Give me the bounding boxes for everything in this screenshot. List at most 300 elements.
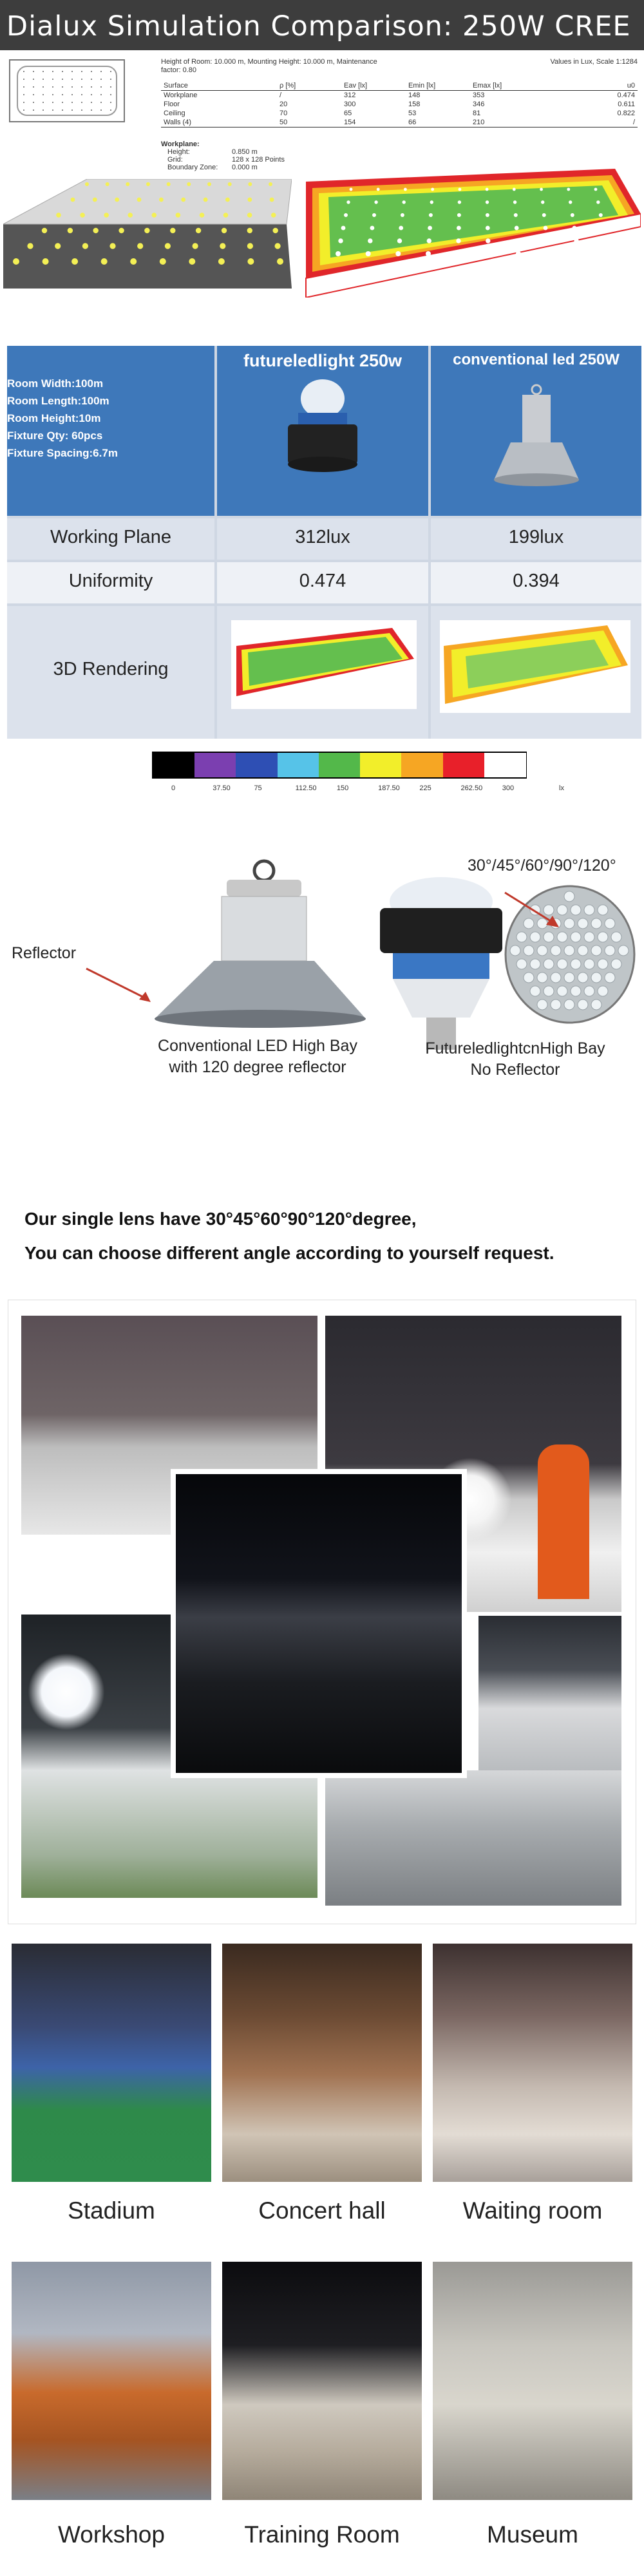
luminaire-dot [370, 226, 375, 231]
lens-cell [571, 986, 581, 996]
uniformity-conventional: 0.394 [513, 571, 560, 591]
table-header-row [161, 81, 638, 91]
luminaire-dot [404, 188, 407, 191]
plan-luminaire-dot [100, 109, 102, 111]
plan-luminaire-dot [71, 102, 73, 103]
luminaire-dot [542, 213, 546, 217]
luminaire-dot [126, 182, 129, 186]
luminaire-dot [540, 188, 543, 191]
lens-cell [584, 905, 594, 915]
luminaire-dot [429, 213, 433, 217]
luminaire-dot [273, 228, 278, 233]
luminaire-dot [513, 200, 516, 204]
legend-tick-label: 37.50 [213, 784, 231, 792]
luminaire-dot [13, 258, 19, 265]
row-label-uniformity: Uniformity [68, 571, 153, 591]
legend-tick-label: 112.50 [295, 784, 317, 792]
legend-tick-label: 75 [254, 784, 262, 792]
table-header: ρ [%] [279, 82, 296, 90]
bulb-neck [393, 979, 489, 1018]
table-cell: 158 [408, 100, 421, 108]
lens-cell [618, 945, 629, 956]
plan-luminaire-dot [33, 94, 34, 95]
rendering-floor-front [3, 224, 292, 289]
bulb-band [298, 413, 347, 424]
table-cell: 300 [344, 100, 356, 108]
luminaire-dot [336, 251, 341, 256]
plan-luminaire-dot [81, 109, 82, 111]
luminaire-dot [486, 251, 491, 256]
lens-cell [605, 945, 615, 956]
row-rendering-label-cell [7, 606, 214, 739]
luminaire-dot [546, 251, 551, 256]
luminaire-dot [402, 200, 406, 204]
lens-cell [598, 932, 608, 942]
luminaire-dot [146, 182, 150, 186]
luminaire-dot [372, 213, 376, 217]
plan-luminaire-dot [23, 94, 24, 95]
luminaire-dot [128, 213, 133, 218]
table-row [161, 109, 638, 118]
plan-luminaire-dot [81, 86, 82, 88]
table-cell: 53 [408, 109, 417, 117]
luminaire-dot [486, 200, 489, 204]
plan-luminaire-dot [81, 94, 82, 95]
plan-luminaire-dot [52, 102, 53, 103]
beam-angles-label: 30°/45°/60°/90°/120° [468, 857, 616, 875]
lens-cell [510, 945, 520, 956]
plan-luminaire-dot [33, 109, 34, 111]
plan-luminaire-dot [43, 109, 44, 111]
luminaire-dot [93, 228, 99, 233]
plan-luminaire-dot [62, 109, 63, 111]
lens-cell [564, 972, 574, 983]
plan-luminaire-dot [110, 71, 111, 72]
plan-luminaire-dot [81, 102, 82, 103]
table-cell: 0.611 [618, 100, 635, 108]
plan-luminaire-dot [52, 79, 53, 80]
plan-luminaire-dot [81, 71, 82, 72]
plan-luminaire-dot [100, 86, 102, 88]
lens-cell [591, 918, 601, 929]
luminaire-dot [115, 198, 119, 202]
luminaire-dot [601, 226, 605, 231]
table-header: Emax [lx] [473, 82, 502, 90]
row-label-3d-rendering: 3D Rendering [53, 659, 169, 679]
luminaire-dot [218, 258, 225, 265]
luminaire-dot [594, 188, 598, 191]
lens-cell [571, 959, 581, 969]
lens-cell [537, 999, 547, 1010]
table-cell: 0.822 [617, 109, 635, 117]
luminaire-dot [27, 243, 33, 249]
table-cell: 154 [344, 118, 356, 126]
legend-tick-label: 150 [336, 784, 349, 792]
lens-cell [584, 959, 594, 969]
plan-luminaire-dot [100, 94, 102, 95]
luminaire-dot [159, 198, 164, 202]
spec-item: Fixture Qty: 60pcs [7, 430, 103, 442]
plan-luminaire-dot [71, 86, 73, 88]
row-uniformity-v1-cell [217, 562, 428, 603]
arrow-head [546, 916, 559, 927]
plan-luminaire-dot [33, 102, 34, 103]
lens-cell [530, 959, 540, 969]
table-row [161, 100, 638, 109]
page-title: Dialux Simulation Comparison: 250W CREE [6, 10, 631, 43]
plan-luminaire-dot [71, 109, 73, 111]
lens-text-line2: You can choose different angle according to yourself request. [24, 1243, 554, 1263]
app-photo-waiting-room [433, 1944, 632, 2182]
lens-cell [537, 945, 547, 956]
fins [522, 395, 551, 442]
table-cell: Walls (4) [164, 118, 191, 126]
simulation-info [161, 58, 638, 177]
luminaire-dot [247, 258, 254, 265]
luminaire-dot [167, 182, 171, 186]
plan-luminaire-dot [81, 79, 82, 80]
table-header: u0 [627, 82, 635, 90]
lens-cell [591, 972, 601, 983]
table-cell: / [279, 91, 282, 99]
luminaire-dot [603, 238, 608, 243]
plan-luminaire-dot [110, 109, 111, 111]
caption-line: FutureledlightcnHigh Bay [425, 1039, 605, 1057]
legend-tick-label: 187.50 [378, 784, 400, 792]
luminaire-dot [541, 200, 544, 204]
plan-luminaire-dot [23, 86, 24, 88]
plan-luminaire-dot [62, 79, 63, 80]
luminaire-dot [223, 213, 229, 218]
table-cell: 50 [279, 118, 288, 126]
plan-luminaire-dot [62, 71, 63, 72]
workplane-title: Workplane: [161, 140, 200, 148]
plan-luminaire-dot [33, 71, 34, 72]
plan-luminaire-dot [110, 102, 111, 103]
luminaire-dot [269, 182, 272, 186]
room-plan-diagram [9, 59, 125, 122]
luminaire-dot [606, 251, 611, 256]
luminaire-dot [574, 238, 578, 243]
heat-fins [222, 896, 307, 961]
reflector-rim [155, 1010, 366, 1028]
caption-line: No Reflector [470, 1061, 560, 1079]
luminaire-dot [248, 182, 252, 186]
legend-swatch [401, 753, 443, 777]
plan-luminaire-dot [43, 86, 44, 88]
lens-cell [605, 972, 615, 983]
rendering-thumb-futureled [231, 620, 417, 709]
luminaire-dot [486, 226, 490, 231]
plan-luminaire-dot [62, 102, 63, 103]
row-rendering-v1-cell [217, 606, 428, 739]
caption-line: with 120 degree reflector [169, 1058, 346, 1076]
plan-luminaire-dot [62, 94, 63, 95]
luminaire-dot [338, 238, 343, 243]
lens-cell [578, 945, 588, 956]
worker-figure [538, 1444, 589, 1599]
luminaire-dot [247, 198, 252, 202]
luminaire-dot [395, 251, 401, 256]
table-cell: 81 [473, 109, 481, 117]
working-plane-futureled: 312lux [295, 527, 350, 547]
luminaire-grid [23, 71, 113, 112]
futureled-bulb-image [374, 876, 509, 1056]
legend-swatch [443, 753, 485, 777]
luminaire-dot [137, 198, 142, 202]
luminaire-dot [515, 238, 520, 243]
luminaire-dot [277, 258, 283, 265]
plan-luminaire-dot [33, 79, 34, 80]
lens-cell [530, 986, 540, 996]
plan-luminaire-dot [71, 71, 73, 72]
spec-item: Room Width:100m [7, 377, 104, 390]
lens-cell [551, 972, 561, 983]
workplane-info [161, 140, 285, 171]
luminaire-dot [426, 251, 431, 256]
plan-luminaire-dot [91, 109, 92, 111]
luminaire-dot [56, 213, 61, 218]
luminaire-dot [71, 258, 78, 265]
lens-cell [611, 959, 621, 969]
luminaire-dot [596, 200, 600, 204]
plan-luminaire-dot [43, 71, 44, 72]
uniformity-futureled: 0.474 [299, 571, 346, 591]
row-working-plane-v1-cell [217, 518, 428, 560]
app-label-stadium: Stadium [68, 2197, 155, 2224]
table-cell: 0.474 [617, 91, 635, 99]
table-cell: 70 [279, 109, 288, 117]
legend-swatch [278, 753, 319, 777]
caption-conventional [142, 1036, 374, 1078]
lens-cell [557, 986, 567, 996]
luminaire-dot [247, 213, 252, 218]
lens-cell [524, 972, 534, 983]
luminaire-dot [486, 213, 489, 217]
luminaire-dot [101, 258, 108, 265]
luminaire-dot [515, 226, 519, 231]
legend-tick-label: lx [559, 784, 564, 792]
lens-cell [537, 972, 547, 983]
grey-3d-rendering [3, 179, 292, 289]
table-cell: 20 [279, 100, 288, 108]
luminaire-dot [456, 238, 460, 243]
luminaire-dot [43, 258, 49, 265]
luminaire-dot [187, 182, 191, 186]
table-cell: Floor [164, 100, 180, 108]
luminaire-dot [130, 258, 137, 265]
header-bar [0, 0, 644, 50]
table-cell: 210 [473, 118, 485, 126]
luminaire-dot [68, 228, 73, 233]
luminaire-dot [247, 243, 253, 249]
luminaire-dot [344, 213, 348, 217]
plan-luminaire-dot [100, 102, 102, 103]
plan-luminaire-dot [23, 109, 24, 111]
table-header: Surface [164, 82, 188, 90]
lens-cell [584, 932, 594, 942]
plan-luminaire-dot [71, 94, 73, 95]
luminaire-dot [170, 228, 175, 233]
luminaire-dot [430, 200, 433, 204]
lens-cell [591, 999, 601, 1010]
sim-scale: Values in Lux, Scale 1:1284 [550, 58, 638, 66]
plan-luminaire-dot [43, 102, 44, 103]
lens-text-line1: Our single lens have 30°45°60°90°120°degree, [24, 1209, 417, 1229]
luminaire-dot [545, 238, 549, 243]
luminaire-dot [397, 238, 402, 243]
working-plane-conventional: 199lux [508, 527, 564, 547]
luminaire-dot [458, 200, 461, 204]
luminaire-dot [576, 251, 581, 256]
row-uniformity-v2-cell [431, 562, 641, 603]
luminaire-dot [271, 213, 276, 218]
plan-luminaire-dot [62, 86, 63, 88]
luminaire-dot [486, 238, 490, 243]
luminaire-dot [55, 243, 61, 249]
legend-tick-label: 262.50 [460, 784, 483, 792]
lens-cell [578, 972, 588, 983]
lens-cell [578, 999, 588, 1010]
table-row [161, 91, 638, 100]
plan-luminaire-dot [100, 71, 102, 72]
lens-cell [571, 905, 581, 915]
lens-cell [544, 986, 554, 996]
luminaire-dot [220, 243, 225, 249]
lens-cell [571, 932, 581, 942]
luminaire-dot [189, 258, 195, 265]
luminaire-dot [350, 188, 353, 191]
product-cell-futureled [217, 346, 428, 516]
app-label-concert-hall: Concert hall [258, 2197, 386, 2224]
arrow-line [86, 969, 146, 998]
legend-swatch [319, 753, 361, 777]
table-cell: 346 [473, 100, 485, 108]
luminaire-dot [573, 226, 577, 231]
luminaire-dot [401, 213, 404, 217]
lens-cell [598, 959, 608, 969]
surface-table [161, 81, 638, 128]
rendering-thumb-conventional [440, 620, 630, 713]
lens-cell [516, 959, 527, 969]
luminaire-dot [567, 188, 570, 191]
plan-luminaire-dot [71, 79, 73, 80]
table-header: Eav [lx] [344, 82, 368, 90]
luminaire-dot [457, 226, 461, 231]
luminaire-dot [456, 251, 461, 256]
plan-luminaire-dot [52, 86, 53, 88]
luminaire-dot [109, 243, 115, 249]
app-photo-stadium [12, 1944, 211, 2182]
lens-cell [564, 945, 574, 956]
luminaire-dot [399, 226, 403, 231]
table-row [161, 118, 638, 128]
specs-cell [7, 346, 214, 516]
row-uniformity-label-cell [7, 562, 214, 603]
luminaire-dot [106, 182, 109, 186]
plan-luminaire-dot [110, 86, 111, 88]
driver-cap [227, 880, 301, 896]
luminaire-dot [366, 251, 371, 256]
plan-luminaire-dot [52, 94, 53, 95]
luminaire-dot [181, 198, 185, 202]
luminaire-dot [207, 182, 211, 186]
luminaire-dot [85, 182, 89, 186]
spec-item: Room Length:100m [7, 395, 109, 407]
plan-luminaire-dot [100, 79, 102, 80]
luminaire-dot [544, 226, 548, 231]
table-cell: 312 [344, 91, 356, 99]
luminaire-dot [374, 200, 377, 204]
lens-cell [578, 918, 588, 929]
table-cell: 66 [408, 118, 417, 126]
led-bulb-image [284, 379, 361, 508]
luminaire-dot [200, 213, 205, 218]
luminaire-dot [569, 200, 572, 204]
luminaire-dot [457, 213, 461, 217]
app-label-museum: Museum [487, 2521, 578, 2548]
table-header: Emin [lx] [408, 82, 436, 90]
workplane-label: Boundary Zone: [167, 164, 218, 171]
table-cell: Workplane [164, 91, 198, 99]
spec-item: Fixture Spacing:6.7m [7, 447, 118, 459]
row-working-plane-label-cell [7, 518, 214, 560]
luminaire-dot [368, 238, 372, 243]
app-label-waiting-room: Waiting room [462, 2197, 603, 2224]
luminaire-dot [346, 200, 350, 204]
arrow-line [505, 893, 553, 922]
app-label-training-room: Training Room [244, 2521, 400, 2548]
table-cell: 353 [473, 91, 485, 99]
luminaire-dot [270, 198, 274, 202]
luminaire-dot [71, 198, 75, 202]
luminaire-dot [225, 198, 230, 202]
luminaire-dot [93, 198, 97, 202]
bulb-lens [288, 457, 357, 472]
plan-luminaire-dot [23, 79, 24, 80]
lens-cell [524, 945, 534, 956]
luminaire-dot [599, 213, 603, 217]
plan-luminaire-dot [91, 79, 92, 80]
luminaire-dot [222, 228, 227, 233]
legend-tick-label: 225 [419, 784, 431, 792]
luminaire-dot [247, 228, 252, 233]
plan-luminaire-dot [91, 94, 92, 95]
luminaire-dot [431, 188, 434, 191]
row-label-working-plane: Working Plane [50, 527, 172, 547]
hook [532, 385, 541, 394]
legend-tick-label: 0 [171, 784, 176, 792]
lens-cell [598, 905, 608, 915]
luminaire-dot [571, 213, 574, 217]
lens-cell [605, 918, 615, 929]
installation-photo-collage [8, 1300, 636, 1924]
workplane-value: 0.000 m [232, 164, 258, 171]
row-rendering-v2-cell [431, 606, 641, 739]
luminaire-dot [80, 213, 85, 218]
app-photo-concert-hall [222, 1944, 422, 2182]
plan-luminaire-dot [91, 71, 92, 72]
luminaire-dot [275, 243, 281, 249]
plan-luminaire-dot [23, 71, 24, 72]
false-color-3d-rendering [293, 169, 641, 298]
luminaire-dot [428, 226, 432, 231]
luminaire-dot [204, 198, 208, 202]
luminaire-dot [513, 188, 516, 191]
lens-cell [611, 932, 621, 942]
bulb-band [393, 953, 489, 979]
luminaire-dot [196, 228, 201, 233]
